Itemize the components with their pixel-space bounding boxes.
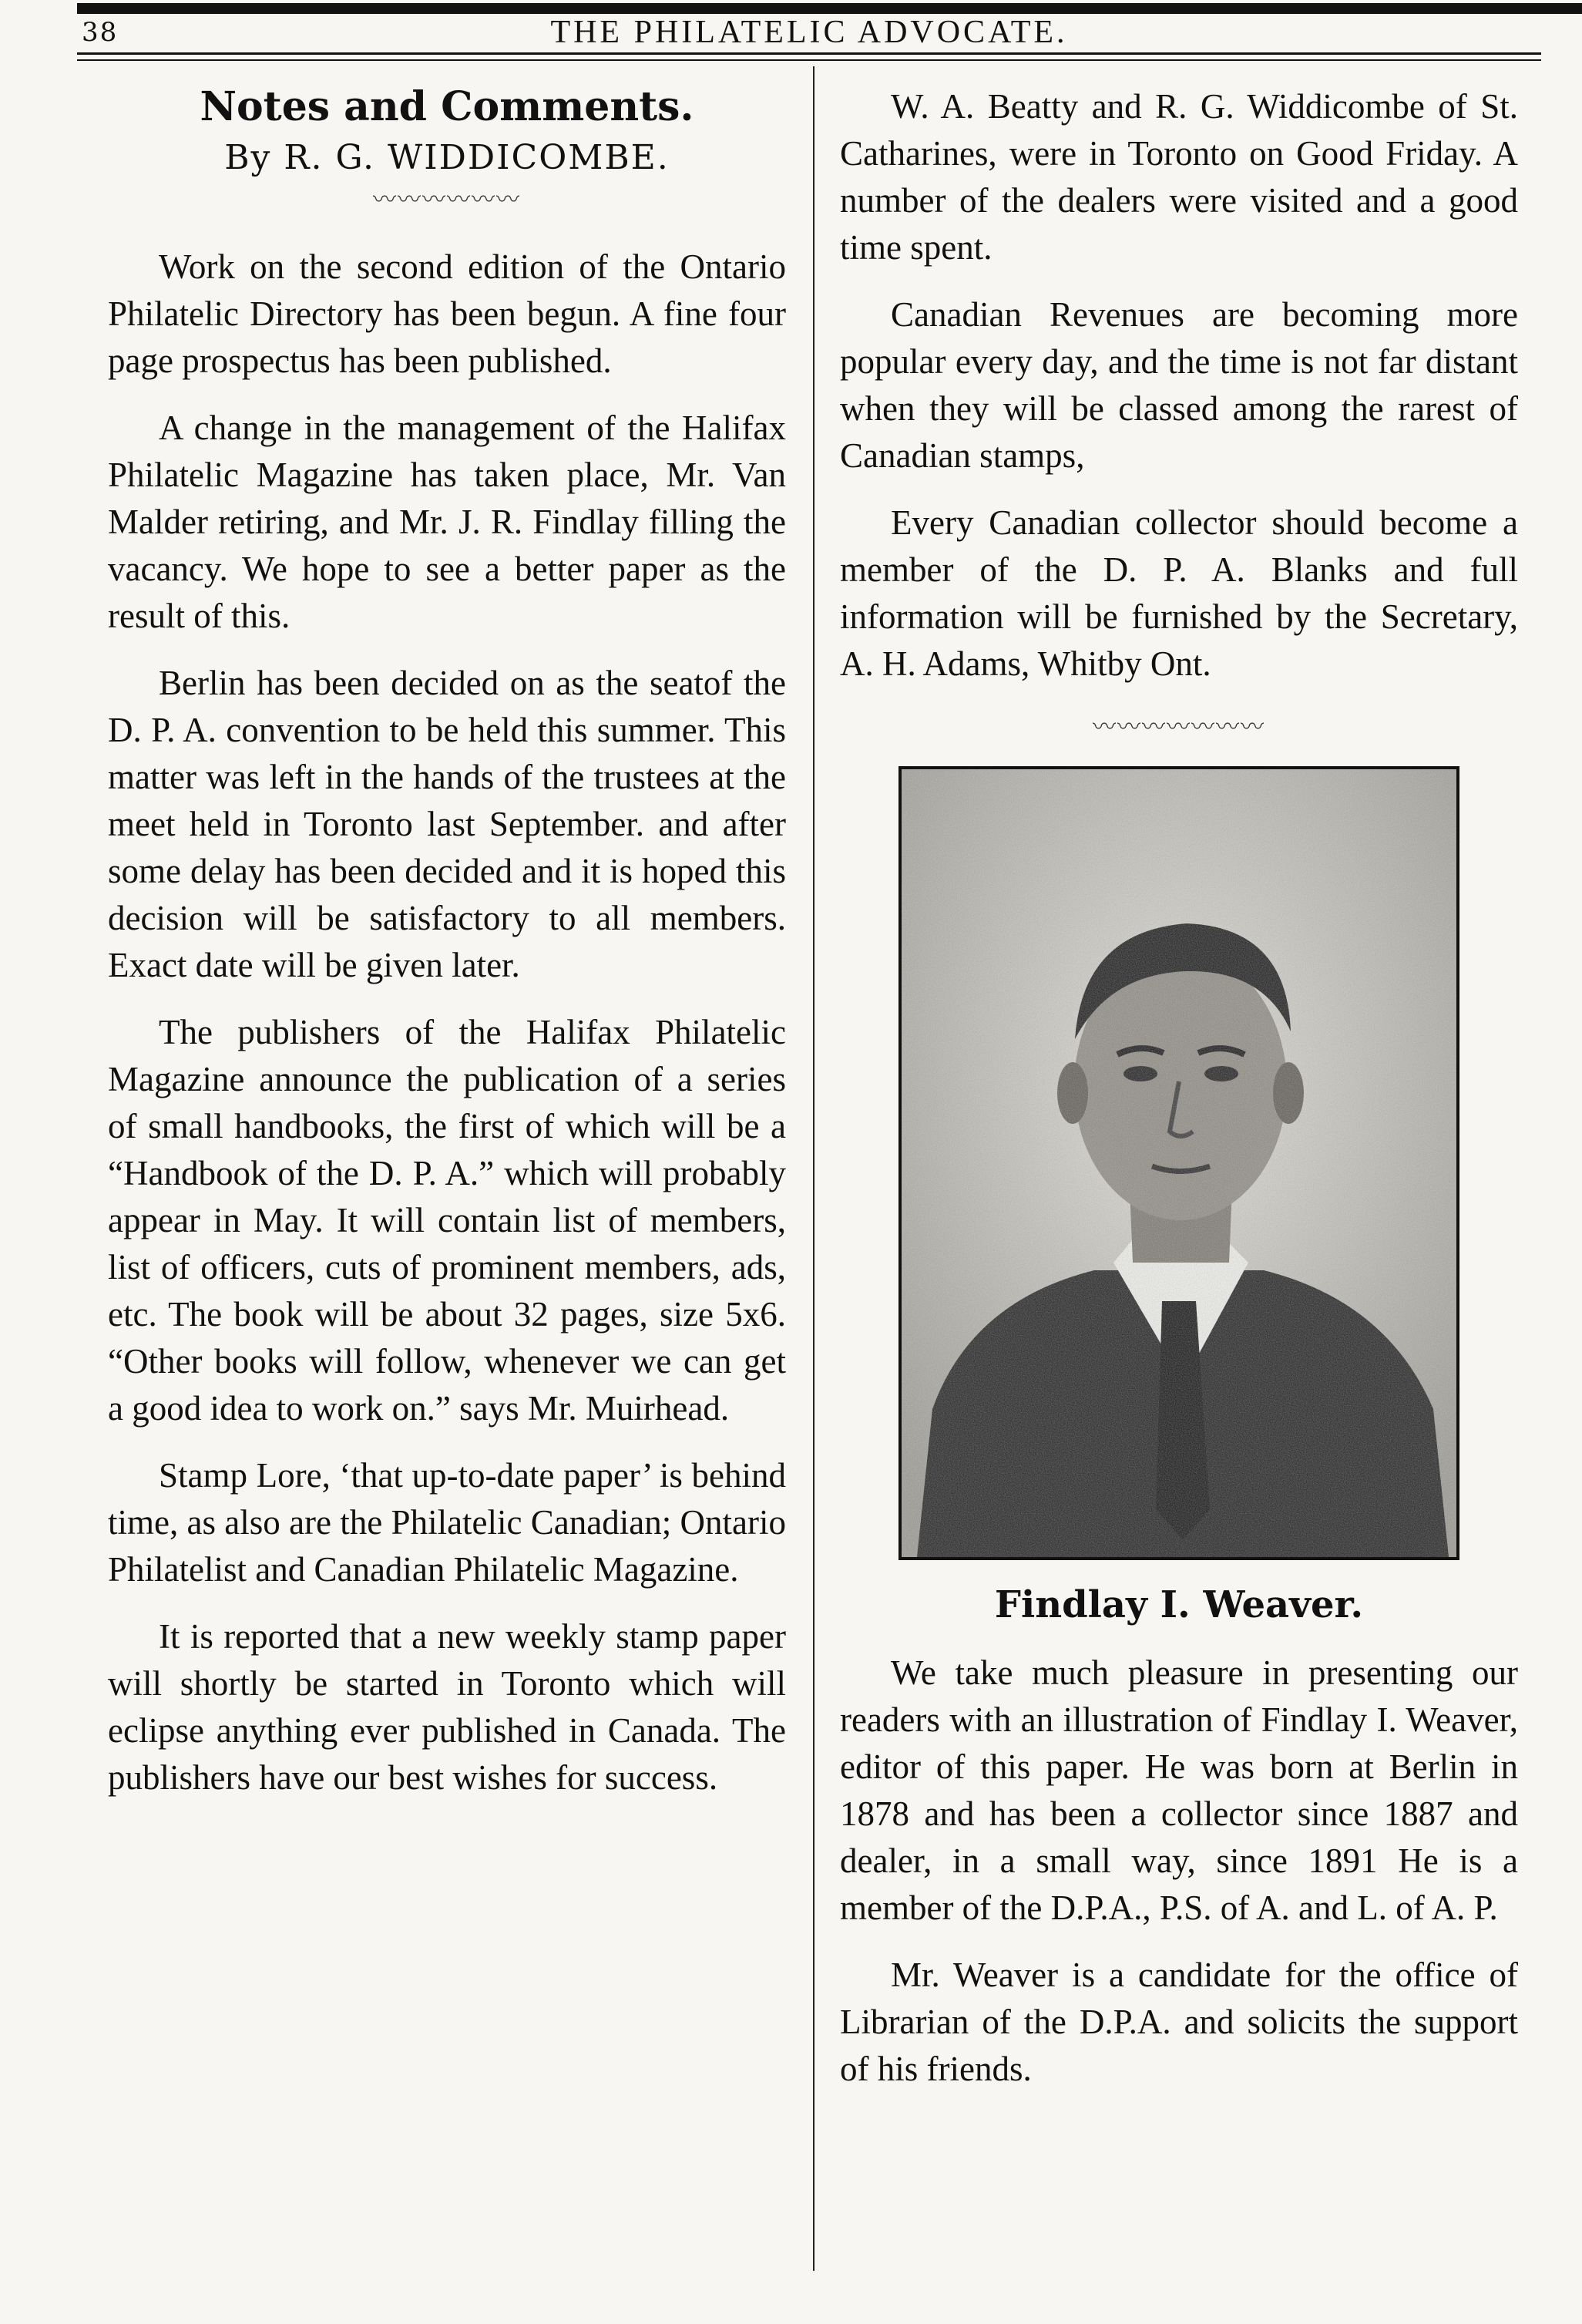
article-paragraph: Canadian Revenues are becoming more popular every day, and the time is not far distant when they will be classed among the rarest of Canadian stamps, <box>840 295 1518 475</box>
article-paragraph: Stamp Lore, ‘that up-to-date paper’ is behind time, as also are the Philatelic Canadian; Ontario Philatelist and Canadian Philatelic Magazine. <box>108 1456 786 1589</box>
article-paragraph: W. A. Beatty and R. G. Widdicombe of St. Catharines, were in Toronto on Good Friday. A number of the dealers were visited and a good time spent. <box>840 87 1518 267</box>
ornamental-divider: 〰〰〰〰〰〰 <box>373 187 521 214</box>
ornamental-divider: 〰〰〰〰〰〰〰 <box>1093 714 1265 741</box>
portrait-photo <box>898 766 1459 1560</box>
header-rule <box>77 52 1541 55</box>
article-paragraph: Every Canadian collector should become a member of the D. P. A. Blanks and full information will be furnished by the Secretary, A. H. Adams, Whitby Ont. <box>840 503 1518 683</box>
header-rule-thin <box>77 59 1541 61</box>
article-paragraph: A change in the management of the Halifax Philatelic Magazine has taken place, Mr. Van Malder retiring, and Mr. J. R. Findlay filling the vacancy. We hope to see a better paper as the result of this. <box>108 409 786 635</box>
article-paragraph: Berlin has been decided on as the seatof the D. P. A. convention to be held this summer. This matter was left in the hands of the trustees at the meet held in Toronto last September. and after some delay has been decided and it is hoped this decision will be satisfactory to all members. Exact date will be given later. <box>108 664 786 984</box>
article-paragraph: The publishers of the Halifax Philatelic Magazine announce the publication of a series of small handbooks, the first of which will be a “Handbook of the D. P. A.” which will probably appear in May. It will contain list of members, list of officers, cuts of prominent members, ads, etc. The book will be about 32 pages, size 5x6. “Other books will follow, whenever we can get a good idea to work on.” says Mr. Muirhead. <box>108 1013 786 1428</box>
right-column <box>840 68 1518 2113</box>
article-title: Notes and Comments. <box>200 83 694 130</box>
column-divider <box>813 66 815 2271</box>
article-paragraph: We take much pleasure in presenting our readers with an illustration of Findlay I. Weaver, editor of this paper. He was born at Berlin in 1878 and has been a collector since 1887 and dealer, in a small way, since 1891 He is a member of the D.P.A., P.S. of A. and L. of A. P. <box>840 1653 1518 1927</box>
page-header <box>77 15 1541 55</box>
article-paragraph: Work on the second edition of the Ontario Philatelic Directory has been begun. A fine four page prospectus has been published. <box>108 247 786 380</box>
top-border-rule <box>77 3 1582 14</box>
article-byline: By R. G. WIDDICOMBE. <box>224 138 670 177</box>
photo-caption: Findlay I. Weaver. <box>994 1583 1364 1626</box>
article-paragraph: It is reported that a new weekly stamp paper will shortly be started in Toronto which will eclipse anything ever published in Canada. The publishers have our best wishes for success. <box>108 1617 786 1797</box>
page-number: 38 <box>82 17 119 48</box>
article-paragraph: Mr. Weaver is a candidate for the office of Librarian of the D.P.A. and solicits the support of his friends. <box>840 1956 1518 2088</box>
masthead-title: THE PHILATELIC ADVOCATE. <box>550 15 1068 50</box>
left-column <box>108 68 786 1821</box>
portrait-illustration <box>902 769 1456 1557</box>
